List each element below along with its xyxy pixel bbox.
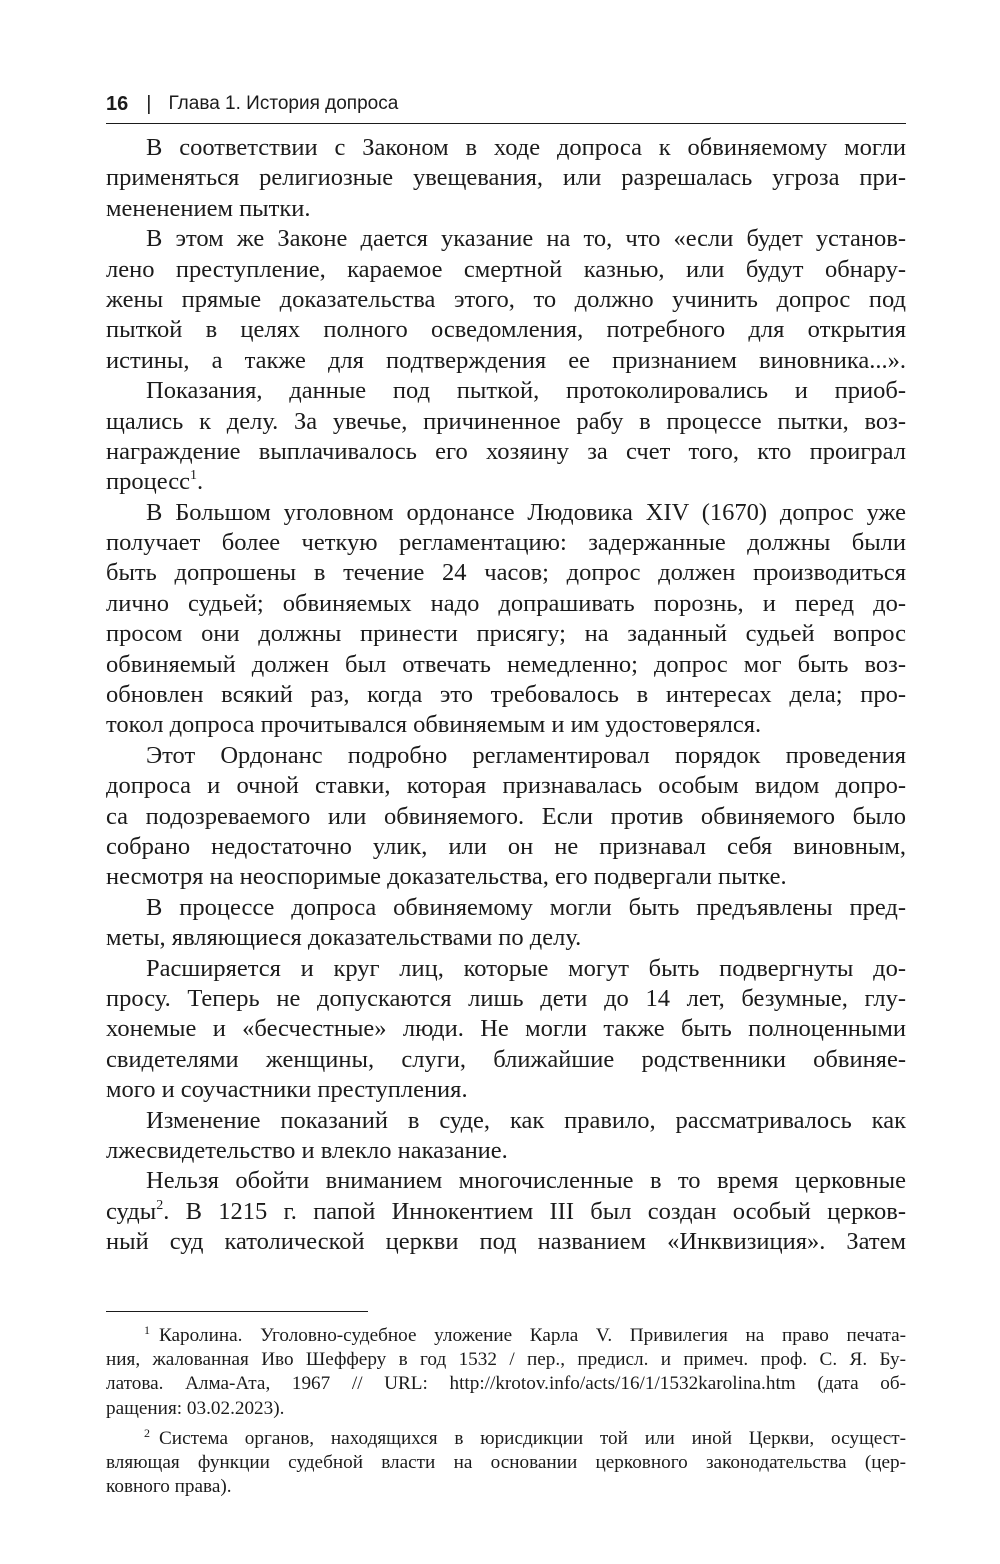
footnote-1 <box>106 1324 906 1421</box>
footnote-line <box>106 1427 906 1451</box>
body-line: хонемые и «бесчестные» люди. Не могли также быть полноценными <box>106 1015 906 1043</box>
footnote-rule <box>106 1311 368 1312</box>
footnote-text: Система органов, находящихся в юрисдикции той или иной Церкви, осущест- <box>159 1427 906 1449</box>
body-line-tail: . В 1215 г. папой Иннокентием III был создан особый церков- <box>163 1197 906 1225</box>
body-line: токол допроса прочитывался обвиняемым и им удостоверялся. <box>106 711 762 739</box>
footnote-ref-1[interactable]: 1 <box>189 468 197 484</box>
body-line: получает более четкую регламентацию: задержанные должны были <box>106 529 906 557</box>
body-line: просу. Теперь не допускаются лишь дети до 14 лет, безумные, глу- <box>106 984 906 1012</box>
footnote-mark: 2 <box>144 1425 150 1440</box>
body-line: лено преступление, караемое смертной казнью, или будут обнару- <box>106 255 906 283</box>
body-line: жены прямые доказательства этого, то должно учинить допрос под <box>106 285 906 313</box>
footnote-line: вляющая функции судебной власти на основании церковного законодательства (цер- <box>106 1451 906 1473</box>
footnote-mark: 1 <box>144 1323 150 1337</box>
running-header <box>106 86 906 122</box>
body-line: Этот Ордонанс подробно регламентировал порядок проведения <box>146 741 906 769</box>
body-line: обвиняемый должен был отвечать немедленно; допрос мог быть воз- <box>106 650 906 678</box>
body-line: меты, являющиеся доказательствами по делу. <box>106 924 582 952</box>
body-line: В соответствии с Законом в ходе допроса к обвиняемому могли <box>146 134 906 161</box>
body-line: Показания, данные под пыткой, протоколировались и приоб- <box>146 377 906 405</box>
body-line: В Большом уголовном ордонансе Людовика XIV (1670) допрос уже <box>146 498 906 526</box>
body-line: просом они должны принести присягу; на заданный судьей вопрос <box>106 620 906 648</box>
body-line: мененением пытки. <box>106 194 311 222</box>
body-line <box>106 1197 906 1227</box>
chapter-title: Глава 1. История допроса <box>168 93 399 114</box>
footnote-ref-2[interactable]: 2 <box>156 1197 164 1213</box>
body-line: лжесвидетельство и влекло наказание. <box>106 1136 508 1164</box>
body-line-text: процесс <box>106 468 190 496</box>
body-line <box>106 467 906 497</box>
body-line: Нельзя обойти вниманием многочисленные в то время церковные <box>146 1167 906 1195</box>
header-rule <box>106 123 906 124</box>
body-line: Расширяется и круг лиц, которые могут быть подвергнуты до- <box>146 954 906 982</box>
body-line: В процессе допроса обвиняемому могли быть предъявлены пред- <box>146 893 906 921</box>
body-line: собрано недостаточно улик, или он не признавал себя виновным, <box>106 832 906 860</box>
body-line: несмотря на неоспоримые доказательства, его подвергали пытке. <box>106 863 787 891</box>
footnotes <box>106 1324 906 1499</box>
header-separator: | <box>146 92 152 115</box>
body-line: обновлен всякий раз, когда это требовалось в интересах дела; про- <box>106 681 906 709</box>
footnote-line: ния, жалованная Иво Шефферу в год 1532 / пер., предисл. и примеч. проф. С. Я. Бу- <box>106 1349 906 1371</box>
page-number: 16 <box>106 92 129 115</box>
body-line: быть допрошены в течение 24 часов; допрос должен производиться <box>106 559 906 587</box>
body-line: Изменение показаний в суде, как правило, рассматривалось как <box>146 1106 906 1134</box>
footnote-line: ковного права). <box>106 1476 232 1498</box>
body-line: лично судьей; обвиняемых надо допрашивать порознь, и перед до- <box>106 589 906 617</box>
body-line: щались к делу. За увечье, причиненное рабу в процессе пытки, воз- <box>106 407 906 435</box>
footnote-line <box>106 1324 906 1348</box>
body-line: В этом же Законе дается указание на то, что «если будет установ- <box>146 225 906 253</box>
body-line: ный суд католической церкви под названием «Инквизиция». Затем <box>106 1228 906 1256</box>
body-line: са подозреваемого или обвиняемого. Если против обвиняемого было <box>106 802 906 830</box>
body-line: истины, а также для подтверждения ее признанием виновника...». <box>106 346 906 374</box>
body-line-tail: . <box>196 468 204 496</box>
body-line: допроса и очной ставки, которая признавалась особым видом допро- <box>106 772 906 800</box>
body-line: награждение выплачивалось его хозяину за счет того, кто проиграл <box>106 437 906 465</box>
footnote-2 <box>106 1427 906 1500</box>
body-line-text: суды <box>106 1197 157 1225</box>
main-text <box>106 133 906 1257</box>
body-line: пыткой в целях полного осведомления, потребного для открытия <box>106 316 906 344</box>
footnote-line: латова. Алма-Ата, 1967 // URL: http://krotov.info/acts/16/1/1532karolina.htm (дата об- <box>106 1373 906 1395</box>
footnote-text: Каролина. Уголовно-судебное уложение Карла V. Привилегия на право печата- <box>159 1325 906 1346</box>
footnote-line: ращения: 03.02.2023). <box>106 1397 285 1419</box>
body-line: применяться религиозные увещевания, или разрешалась угроза при- <box>106 164 906 192</box>
body-line: свидетелями женщины, слуги, ближайшие родственники обвиняе- <box>106 1045 906 1073</box>
body-line: мого и соучастники преступления. <box>106 1076 468 1104</box>
